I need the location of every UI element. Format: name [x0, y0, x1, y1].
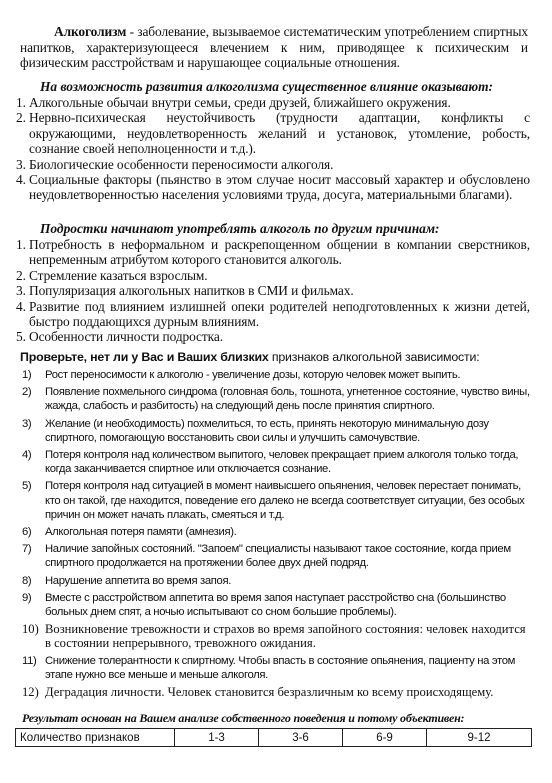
- list-item: [16, 95, 530, 110]
- item-number: 10): [22, 622, 39, 637]
- item-text: Деградация личности. Человек становится безразличным ко всему происходящему.: [45, 685, 494, 700]
- list-item: [16, 268, 530, 283]
- item-number: 2): [22, 386, 32, 399]
- list-item: [22, 525, 530, 539]
- list-item: [22, 685, 530, 699]
- item-text: Наличие запойных состояний. "Запоем" специалисты называют такое состояние, когда прием спиртного продолжается на протяжении более двух дней подряд.: [45, 543, 511, 570]
- list-item: [22, 368, 530, 382]
- factors-list: [16, 95, 530, 203]
- item-number: 7): [22, 543, 32, 556]
- list-item: [16, 157, 530, 172]
- item-number: 11): [22, 654, 37, 667]
- intro-definition: - заболевание, вызываемое систематическим употреблением спиртных напитков, характеризующееся влечением к ним, приводящее к психическим и физическим расстройствам и нарушающее социальные отношения.: [20, 24, 528, 71]
- item-text: Особенности личности подростка.: [29, 329, 223, 345]
- list-item: [22, 479, 530, 522]
- table-cell: 6-9: [343, 729, 427, 747]
- table-cell: 1-3: [175, 729, 259, 747]
- item-number: 9): [22, 591, 32, 604]
- intro-paragraph: [20, 24, 528, 71]
- list-item: [22, 654, 530, 682]
- item-number: 8): [22, 574, 32, 587]
- table-label-cell: Количество признаков: [16, 729, 175, 747]
- item-number: 1.: [16, 237, 26, 252]
- list-item: [22, 574, 530, 588]
- table-cell: 3-6: [259, 729, 343, 747]
- item-text: Развитие под влиянием излишней опеки родителей неподготовленных к жизни детей, быстро поддающихся дурным влияниям.: [29, 298, 530, 330]
- teen-heading: Подростки начинают употреблять алкоголь по другим причинам:: [40, 221, 440, 236]
- item-text: Нервно-психическая неустойчивость (трудности адаптации, конфликты с окружающими, неудовлетворенность желаний и установок, утомление, робость, сознание своей неполноценности и т.д.).: [29, 110, 530, 157]
- item-text: Потребность в неформальном и раскрепощенном общении в компании сверстников, непременным атрибутом которого становится алкоголь.: [29, 237, 530, 268]
- item-text: Алкогольные обычаи внутри семьи, среди друзей, ближайшего окружения.: [29, 95, 451, 110]
- item-number: 4.: [16, 172, 26, 188]
- item-text: Возникновение тревожности и страхов во время запойного состояния: человек находится в состоянии непрерывного, тревожного ожидания.: [45, 622, 526, 651]
- item-number: 3): [22, 417, 32, 430]
- list-item: [16, 110, 530, 156]
- item-text: Нарушение аппетита во время запоя.: [45, 574, 232, 587]
- item-number: 3.: [16, 283, 26, 299]
- item-number: 5.: [16, 329, 26, 345]
- item-number: 3.: [16, 156, 26, 172]
- list-item: [22, 448, 530, 476]
- item-number: 2.: [16, 110, 26, 126]
- item-text: Вместе с расстройством аппетита во время запоя наступает расстройство сна (большинство больных днем спят, а ночью испытывают со сном большие проблемы).: [45, 591, 506, 619]
- factors-heading: На возможность развития алкоголизма существенное влияние оказывают:: [40, 79, 493, 94]
- item-number: 4): [22, 449, 32, 462]
- item-text: Популяризация алкогольных напитков в СМИ и фильмах.: [29, 283, 354, 299]
- result-note: Результат основан на Вашем анализе собственного поведения и потому объективен:: [22, 711, 465, 725]
- list-item: [22, 542, 530, 570]
- list-item: [16, 299, 530, 330]
- item-number: 4.: [16, 298, 26, 314]
- list-item: [22, 591, 530, 619]
- item-number: 2.: [16, 267, 26, 283]
- check-heading-bold: Проверьте, нет ли у Вас и Ваших близких: [20, 350, 269, 364]
- item-text: Биологические особенности переносимости алкоголя.: [29, 156, 334, 172]
- list-item: [16, 237, 530, 268]
- list-item: [22, 417, 530, 445]
- item-text: Появление похмельного синдрома (головная боль, тошнота, угнетенное состояние, чувство вины, жажда, слабость и разбитость) на следующий день после принятия спиртного.: [45, 386, 530, 413]
- item-text: Снижение толерантности к спиртному. Чтобы впасть в состояние опьянения, пациенту на этом этапе нужно все меньше и меньше алкоголя.: [45, 654, 516, 681]
- teen-reasons-list: [16, 237, 530, 345]
- symptoms-list: [22, 368, 530, 702]
- list-item: [22, 385, 530, 413]
- check-heading: [20, 350, 530, 365]
- item-text: Алкогольная потеря памяти (амнезия).: [45, 526, 237, 539]
- table-cell: 9-12: [427, 729, 532, 747]
- item-number: 1): [22, 369, 32, 381]
- list-item: [16, 283, 530, 298]
- item-text: Стремление казаться взрослым.: [29, 267, 208, 283]
- list-item: [16, 172, 530, 203]
- item-text: Рост переносимости к алкоголю - увеличение дозы, которую человек может выпить.: [45, 369, 461, 381]
- item-text: Потеря контроля над количеством выпитого, человек прекращает прием алкоголя только тогда, когда заканчивается спиртное или отключается сознание.: [45, 449, 519, 476]
- item-text: Потеря контроля над ситуацией в момент наивысшего опьянения, человек перестает понимать, кто он такой, где находится, поведение его далеко не всегда соответствует ситуации, без особых причин он может начать плакать, смеяться и т.д.: [45, 480, 525, 521]
- symptom-count-table: [15, 728, 532, 747]
- item-text: Социальные факторы (пьянство в этом случае носит массовый характер и обусловлено неудовлетворенностью населения условиями труда, досуга, материальными благами).: [29, 172, 530, 203]
- list-item: [16, 329, 530, 344]
- check-heading-rest: признаков алкогольной зависимости:: [268, 350, 480, 364]
- item-number: 5): [22, 480, 32, 493]
- table-row: [16, 729, 532, 747]
- intro-term: Алкоголизм: [54, 24, 127, 39]
- item-text: Желание (и необходимость) похмелиться, то есть, принять некоторую минимальную дозу спиртного, помогающую восстановить свои силы и улучшить самочувствие.: [45, 417, 489, 444]
- item-number: 1.: [16, 95, 26, 110]
- item-number: 6): [22, 526, 32, 539]
- item-number: 12): [22, 685, 39, 700]
- list-item: [22, 622, 530, 650]
